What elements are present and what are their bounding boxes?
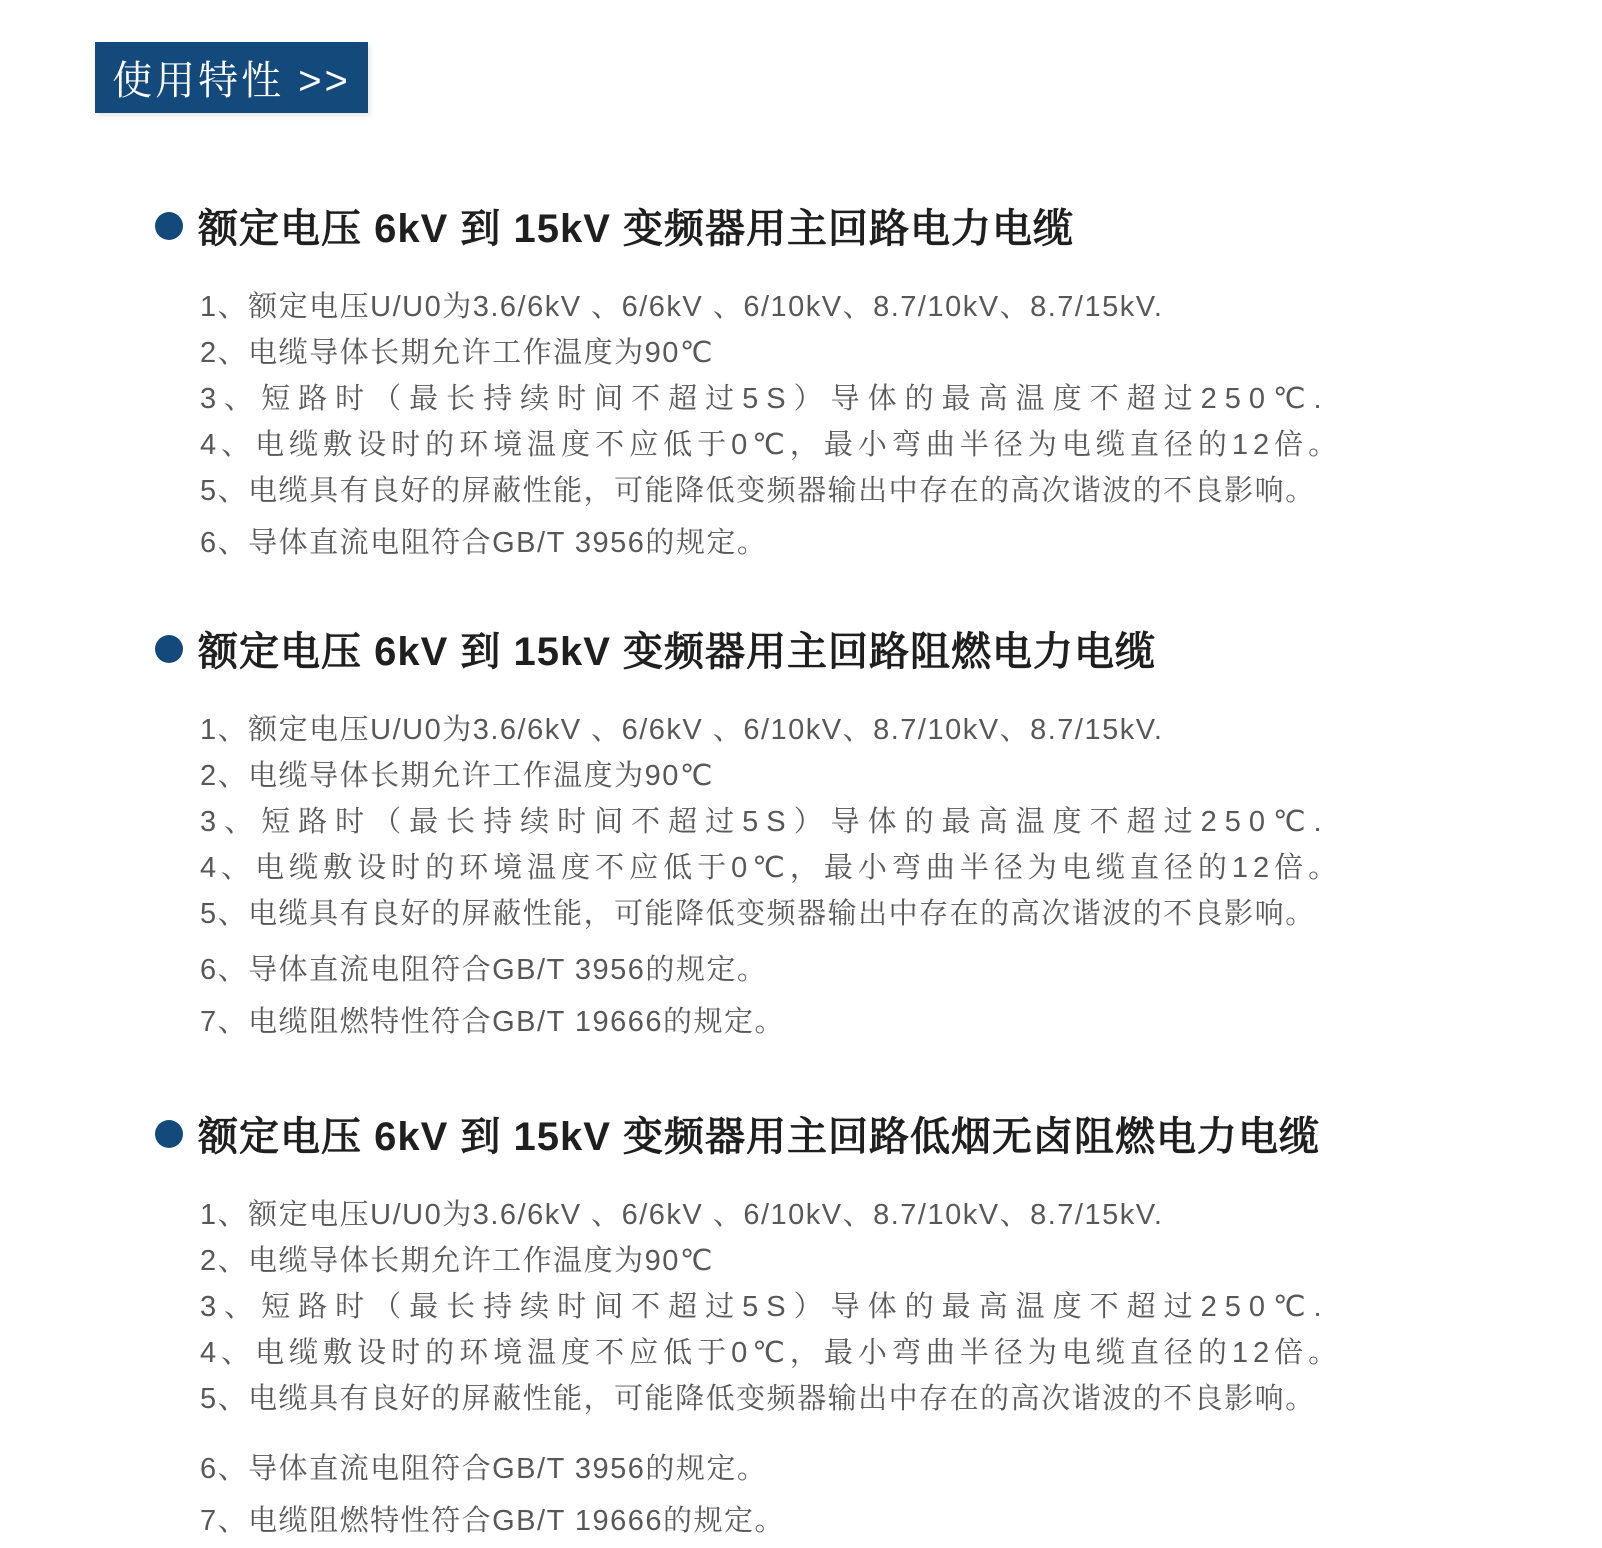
section-heading — [155, 620, 1602, 677]
list-item: 6、导体直流电阻符合GB/T 3956的规定。 — [200, 527, 768, 559]
section-heading — [155, 197, 1602, 254]
spec-list — [200, 284, 1602, 566]
bullet-dot-icon — [155, 1120, 183, 1148]
list-item: 6、导体直流电阻符合GB/T 3956的规定。 — [200, 954, 768, 986]
usage-characteristics-badge — [95, 42, 368, 113]
list-item: 5、电缆具有良好的屏蔽性能，可能降低变频器输出中存在的高次谐波的不良影响。 — [200, 898, 1316, 930]
list-item: 7、电缆阻燃特性符合GB/T 19666的规定。 — [200, 1006, 785, 1038]
list-item: 4、电缆敷设时的环境温度不应低于0℃，最小弯曲半径为电缆直径的12倍。 — [200, 852, 1343, 884]
list-item: 7、电缆阻燃特性符合GB/T 19666的规定。 — [200, 1505, 785, 1537]
bullet-dot-icon — [155, 212, 183, 240]
spec-list — [200, 707, 1602, 1045]
list-item: 2、电缆导体长期允许工作温度为90℃ — [200, 760, 714, 792]
spec-list — [200, 1192, 1602, 1544]
badge-label: 使用特性 >> — [112, 59, 351, 103]
list-item: 6、导体直流电阻符合GB/T 3956的规定。 — [200, 1453, 768, 1485]
list-item: 5、电缆具有良好的屏蔽性能，可能降低变频器输出中存在的高次谐波的不良影响。 — [200, 1383, 1316, 1415]
section-title: 额定电压 6kV 到 15kV 变频器用主回路低烟无卤阻燃电力电缆 — [198, 1115, 1321, 1159]
section-main-circuit-cable — [155, 197, 1602, 566]
list-item: 2、电缆导体长期允许工作温度为90℃ — [200, 337, 714, 369]
list-item: 4、电缆敷设时的环境温度不应低于0℃，最小弯曲半径为电缆直径的12倍。 — [200, 1337, 1343, 1369]
list-item: 1、额定电压U/U0为3.6/6kV 、6/6kV 、6/10kV、8.7/10kV、8.7/15kV. — [200, 714, 1164, 746]
list-item: 1、额定电压U/U0为3.6/6kV 、6/6kV 、6/10kV、8.7/10kV、8.7/15kV. — [200, 1199, 1164, 1231]
section-flame-retardant-cable — [155, 620, 1602, 1045]
list-item: 2、电缆导体长期允许工作温度为90℃ — [200, 1245, 714, 1277]
list-item: 1、额定电压U/U0为3.6/6kV 、6/6kV 、6/10kV、8.7/10kV、8.7/15kV. — [200, 291, 1164, 323]
list-item: 3、短路时（最长持续时间不超过5S）导体的最高温度不超过250℃. — [200, 1291, 1330, 1323]
list-item: 4、电缆敷设时的环境温度不应低于0℃，最小弯曲半径为电缆直径的12倍。 — [200, 429, 1343, 461]
list-item: 3、短路时（最长持续时间不超过5S）导体的最高温度不超过250℃. — [200, 806, 1330, 838]
list-item: 3、短路时（最长持续时间不超过5S）导体的最高温度不超过250℃. — [200, 383, 1330, 415]
section-lszh-flame-retardant-cable — [155, 1105, 1602, 1544]
section-title: 额定电压 6kV 到 15kV 变频器用主回路电力电缆 — [198, 207, 1075, 251]
section-heading — [155, 1105, 1602, 1162]
list-item: 5、电缆具有良好的屏蔽性能，可能降低变频器输出中存在的高次谐波的不良影响。 — [200, 475, 1316, 507]
bullet-dot-icon — [155, 635, 183, 663]
section-title: 额定电压 6kV 到 15kV 变频器用主回路阻燃电力电缆 — [198, 630, 1157, 674]
